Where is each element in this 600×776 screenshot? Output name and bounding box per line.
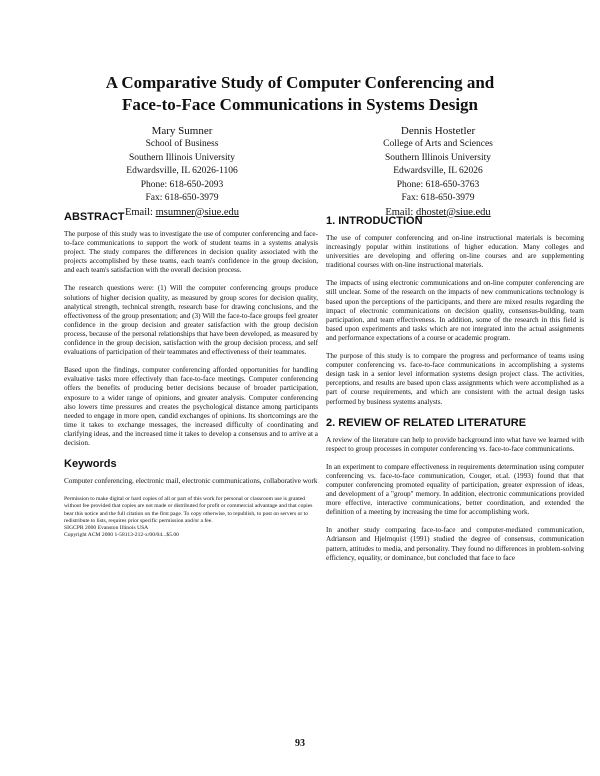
abstract-paragraph: The purpose of this study was to investigate the use of computer conferencing and face-to-face communications to support the work of student teams in a systems analysis project. The study compares the differences in decision quality associated with the projects accomplished by these teams, each team's confidence in the group decision, and each team's satisfaction with the overall decision process. bbox=[64, 230, 318, 275]
review-paragraph: In another study comparing face-to-face and computer-mediated communication, Adrianson and Hjelmquist (1991) studied the degree of consensus, communication pattern, attitudes to media, and personality. They found no differences in problem-solving efficiency, equality, or dominance, but concluded that face to face bbox=[326, 526, 584, 562]
author-email-label: Email: bbox=[124, 206, 153, 218]
keywords-heading: Keywords bbox=[64, 458, 117, 471]
author-block-sumner bbox=[92, 124, 272, 219]
author-email-label: Email: bbox=[385, 206, 414, 218]
paper-title-line-1: A Comparative Study of Computer Conferencing and bbox=[105, 73, 495, 92]
author-affiliation: College of Arts and Sciences bbox=[383, 139, 493, 149]
review-paragraph: A review of the literature can help to provide background into what have we learned with respect to group processes in computer conferencing vs. face-to-face communications. bbox=[326, 435, 584, 453]
author-email-link[interactable]: dhostet@siue.edu bbox=[415, 206, 491, 218]
left-column bbox=[64, 210, 318, 539]
abstract-heading: ABSTRACT bbox=[64, 211, 125, 223]
author-address: Edwardsville, IL 62026 bbox=[393, 166, 483, 176]
introduction-paragraph: The use of computer conferencing and on-line instructional materials is becoming increasingly popular within institutions of higher education. Many colleges and universities are developing and offering on-line courses and are supplementing traditional courses with on-line instructional materials. bbox=[326, 234, 584, 270]
introduction-paragraph: The impacts of using electronic communications and on-line computer conferencing are still unclear. Some of the research on the impacts of new communications technology is based upon the perceptions of the participants, and there are mixed results regarding the impact of electronic communications on decision quality, consensus-building, team participation, and team effectiveness. In addition, some of the research in this field is based upon experiments and tasks which are not integrated into the actual assignments and performance expectations of a course or academic program. bbox=[326, 279, 584, 342]
review-heading: 2. REVIEW OF RELATED LITERATURE bbox=[326, 416, 527, 429]
abstract-paragraph: The research questions were: (1) Will the computer conferencing groups produce solutions of higher decision quality, as measured by group scores for decision quality, analytical strength, technical strength, research base for drawing conclusions, and the effectiveness of the group presentation; and (3) Will the face-to-face groups feel greater confidence in the group decision and greater satisfaction with the group decision process, because of the personal relationships that have been developed, as measured by confidence in the group decision, satisfaction with the group decision process, and self evaluations of participation of their teammates and effectiveness of their teammates. bbox=[64, 284, 318, 357]
page-number: 93 bbox=[295, 738, 305, 749]
conference-line: SIGCPR 2000 Evanston Illinois USA bbox=[64, 524, 149, 531]
author-name: Dennis Hostetler bbox=[400, 125, 476, 137]
review-paragraph: In an experiment to compare effectiveness in requirements determination using computer conferencing vs. face-to-face communication, Couger, et.al. (1993) found that that computer conferencing promoted equality of participation, greater expression of ideas, and development of a "group" memory. In addition, electronic communications provided more effective, interactive communications, better coordination, and extended the definition of a meeting by increasing the time for accomplishing work. bbox=[326, 462, 584, 517]
author-affiliation: School of Business bbox=[145, 139, 219, 149]
copyright-line: Copyright ACM 2000 1-58113-212-x/00/04...$5.00 bbox=[64, 532, 179, 539]
introduction-heading: 1. INTRODUCTION bbox=[326, 215, 423, 227]
author-address: Edwardsville, IL 62026-1106 bbox=[126, 166, 238, 176]
author-phone: Phone: 618-650-2093 bbox=[140, 179, 224, 190]
author-fax: Fax: 618-650-3979 bbox=[401, 193, 475, 203]
right-column bbox=[326, 214, 584, 572]
keywords-text: Computer conferencing, electronic mail, electronic communications, collaborative work bbox=[64, 477, 318, 486]
author-fax: Fax: 618-650-3979 bbox=[145, 193, 219, 203]
paper-title-line-2: Face-to-Face Communications in Systems Design bbox=[121, 95, 478, 114]
permission-notice: Permission to make digital or hard copies of all or part of this work for personal or classroom use is granted without fee provided that copies are not made or distributed for profit or commercial advantage and that copies bear this notice and the full citation on the first page. To copy otherwise, to republish, to post on servers or to redistribute to lists, requires prior specific permission and/or a fee. bbox=[64, 496, 313, 524]
abstract-paragraph: Based upon the findings, computer conferencing afforded opportunities for handling evaluative tasks more effectively than face-to-face meetings. Computer conferencing offers the benefits of producing better decisions because of broader participation, exposure to a wider range of opinions, and greater analysis. Computer conferencing also lowers time pressures and creates the psychological distance among participants needed to engage in more open, candid exchanges of opinions. Its shortcomings are the time it takes to exchange messages, the increased difficulty of coordinating and clarifying ideas, and the increased time it takes to develop a consensus and to arrive at a decision. bbox=[64, 366, 318, 447]
author-phone: Phone: 618-650-3763 bbox=[396, 179, 480, 190]
author-university: Southern Illinois University bbox=[128, 152, 236, 163]
introduction-paragraph: The purpose of this study is to compare the progress and performance of teams using computer conferencing vs. face-to-face communications in accomplishing a systems design task in a senior level information systems design project class. The activities, perceptions, and results are based upon class assignments which were accomplished as a part of course requirements, and which are consistent with the actual design tasks performed by business systems analysts. bbox=[326, 352, 584, 406]
author-email-link[interactable]: msumner@siue.edu bbox=[155, 206, 240, 218]
author-block-hostetler bbox=[348, 124, 528, 219]
author-name: Mary Sumner bbox=[151, 125, 213, 137]
author-university: Southern Illinois University bbox=[384, 152, 492, 163]
